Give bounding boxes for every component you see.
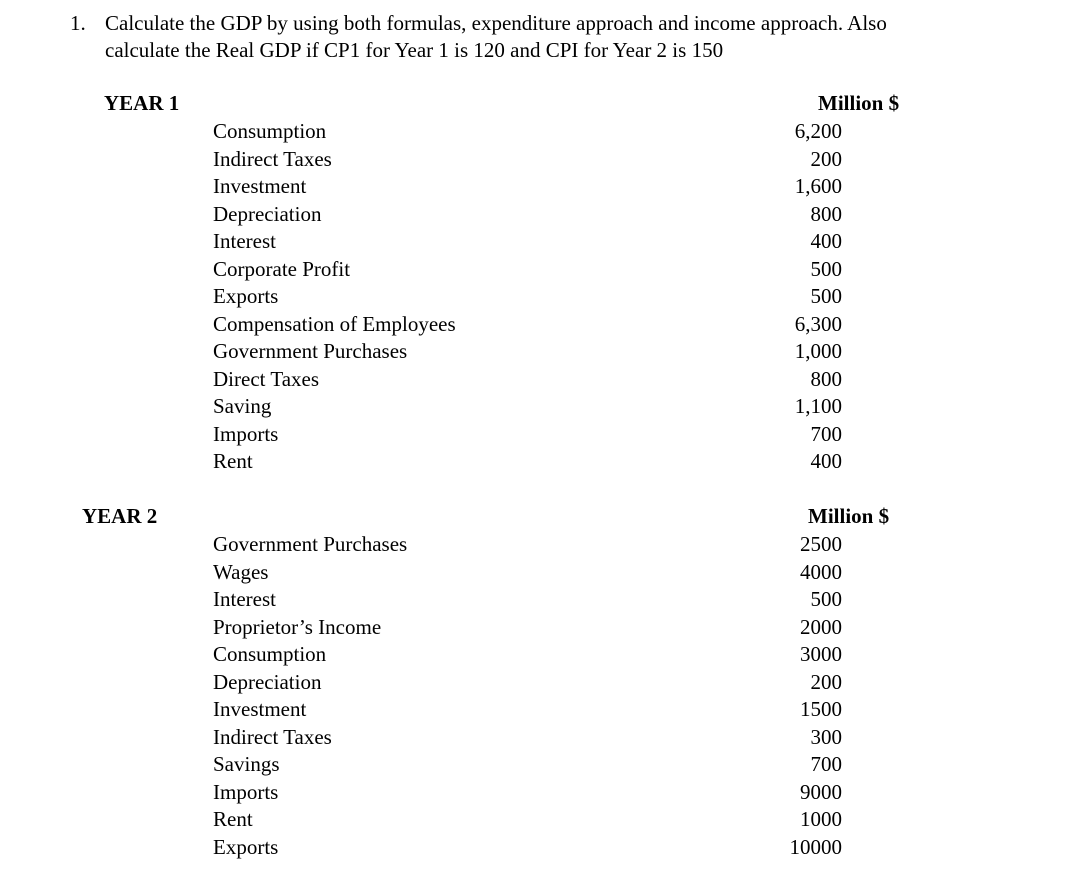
row-value: 500 — [810, 284, 842, 308]
row-value: 500 — [810, 587, 842, 611]
row-label: Depreciation — [213, 201, 322, 226]
table-row — [0, 806, 1078, 834]
table-row — [0, 448, 1078, 476]
year-2-table — [0, 531, 1078, 861]
row-label: Exports — [213, 834, 279, 859]
row-label: Investment — [213, 697, 307, 721]
table-row — [0, 421, 1078, 449]
row-label: Indirect Taxes — [213, 724, 332, 749]
year-2-heading: YEAR 2 — [82, 504, 158, 528]
row-label: Government Purchases — [213, 339, 408, 363]
row-value: 9000 — [800, 779, 842, 804]
row-label: Saving — [213, 394, 272, 418]
row-value: 800 — [810, 366, 842, 391]
row-value: 1000 — [800, 807, 842, 831]
row-label: Imports — [213, 421, 279, 446]
table-row — [0, 531, 1078, 559]
table-row — [0, 696, 1078, 724]
table-row — [0, 669, 1078, 697]
year-2-unit-heading: Million $ — [808, 504, 890, 528]
row-label: Corporate Profit — [213, 256, 351, 281]
row-value: 1500 — [800, 697, 842, 721]
row-label: Rent — [213, 449, 253, 473]
table-row — [0, 641, 1078, 669]
row-label: Investment — [213, 174, 307, 198]
row-value: 200 — [810, 146, 842, 171]
row-value: 2000 — [800, 614, 842, 639]
row-label: Imports — [213, 779, 279, 804]
table-row — [0, 366, 1078, 394]
row-value: 500 — [810, 256, 842, 281]
year-1-table — [0, 118, 1078, 476]
row-label: Government Purchases — [213, 532, 408, 556]
table-row — [0, 118, 1078, 146]
row-value: 6,300 — [794, 311, 842, 336]
row-value: 300 — [810, 724, 842, 749]
row-label: Compensation of Employees — [213, 311, 456, 336]
table-row — [0, 779, 1078, 807]
table-row — [0, 228, 1078, 256]
table-row — [0, 724, 1078, 752]
row-value: 3000 — [800, 642, 842, 666]
row-label: Rent — [213, 807, 253, 831]
row-value: 6,200 — [794, 119, 842, 143]
row-label: Depreciation — [213, 669, 322, 694]
row-label: Wages — [213, 559, 269, 584]
row-value: 1,000 — [794, 339, 842, 363]
table-row — [0, 338, 1078, 366]
table-row — [0, 201, 1078, 229]
table-row — [0, 614, 1078, 642]
question-number: 1. — [70, 11, 86, 35]
row-value: 700 — [810, 752, 842, 776]
row-label: Proprietor’s Income — [213, 614, 382, 639]
row-value: 4000 — [800, 559, 842, 584]
row-value: 800 — [810, 201, 842, 226]
row-value: 700 — [810, 421, 842, 446]
table-row — [0, 586, 1078, 614]
row-value: 10000 — [789, 834, 842, 859]
table-row — [0, 393, 1078, 421]
row-value: 400 — [810, 449, 842, 473]
table-row — [0, 146, 1078, 174]
row-value: 400 — [810, 229, 842, 253]
row-label: Consumption — [213, 642, 327, 666]
row-label: Savings — [213, 752, 280, 776]
table-row — [0, 173, 1078, 201]
row-label: Interest — [213, 587, 276, 611]
table-row — [0, 559, 1078, 587]
table-row — [0, 283, 1078, 311]
table-row — [0, 311, 1078, 339]
row-value: 1,100 — [794, 394, 842, 418]
row-label: Interest — [213, 229, 276, 253]
row-value: 2500 — [800, 532, 842, 556]
row-value: 1,600 — [794, 174, 842, 198]
row-label: Direct Taxes — [213, 366, 320, 391]
row-label: Indirect Taxes — [213, 146, 332, 171]
row-value: 200 — [810, 669, 842, 694]
year-1-unit-heading: Million $ — [818, 91, 900, 115]
row-label: Exports — [213, 284, 279, 308]
question-text-line-2: calculate the Real GDP if CP1 for Year 1 is 120 and CPI for Year 2 is 150 — [105, 38, 724, 62]
table-row — [0, 834, 1078, 862]
table-row — [0, 256, 1078, 284]
table-row — [0, 751, 1078, 779]
row-label: Consumption — [213, 119, 327, 143]
question-text-line-1: Calculate the GDP by using both formulas, expenditure approach and income approach. Also — [105, 11, 887, 35]
year-1-heading: YEAR 1 — [104, 91, 180, 115]
